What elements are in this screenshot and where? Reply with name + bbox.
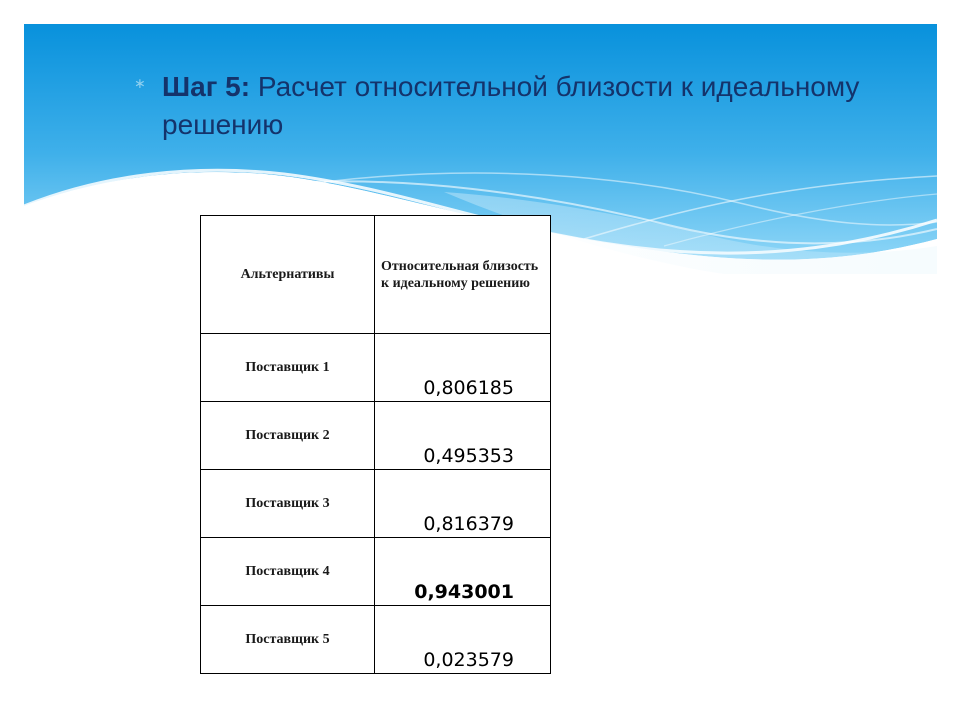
alternative-name: Поставщик 2 [201,402,375,470]
table-row [201,606,551,674]
alternative-name: Поставщик 5 [201,606,375,674]
alternative-name: Поставщик 4 [201,538,375,606]
slide-title [162,68,922,144]
closeness-value: 0,806185 [375,334,551,402]
table-header-row [201,216,551,334]
alternative-name: Поставщик 1 [201,334,375,402]
closeness-value: 0,023579 [375,606,551,674]
header-closeness: Относительная близость к идеальному решению [375,216,551,334]
closeness-value: 0,495353 [375,402,551,470]
closeness-value: 0,816379 [375,470,551,538]
table-row [201,538,551,606]
header-alternatives: Альтернативы [201,216,375,334]
closeness-value-best: 0,943001 [375,538,551,606]
alternative-name: Поставщик 3 [201,470,375,538]
title-text: Расчет относительной близости к идеальному решению [162,71,860,140]
closeness-table [200,215,551,674]
table-row [201,334,551,402]
bullet-icon: ∗ [134,76,146,92]
table-row [201,402,551,470]
step-label: Шаг 5: [162,71,251,102]
table-row [201,470,551,538]
